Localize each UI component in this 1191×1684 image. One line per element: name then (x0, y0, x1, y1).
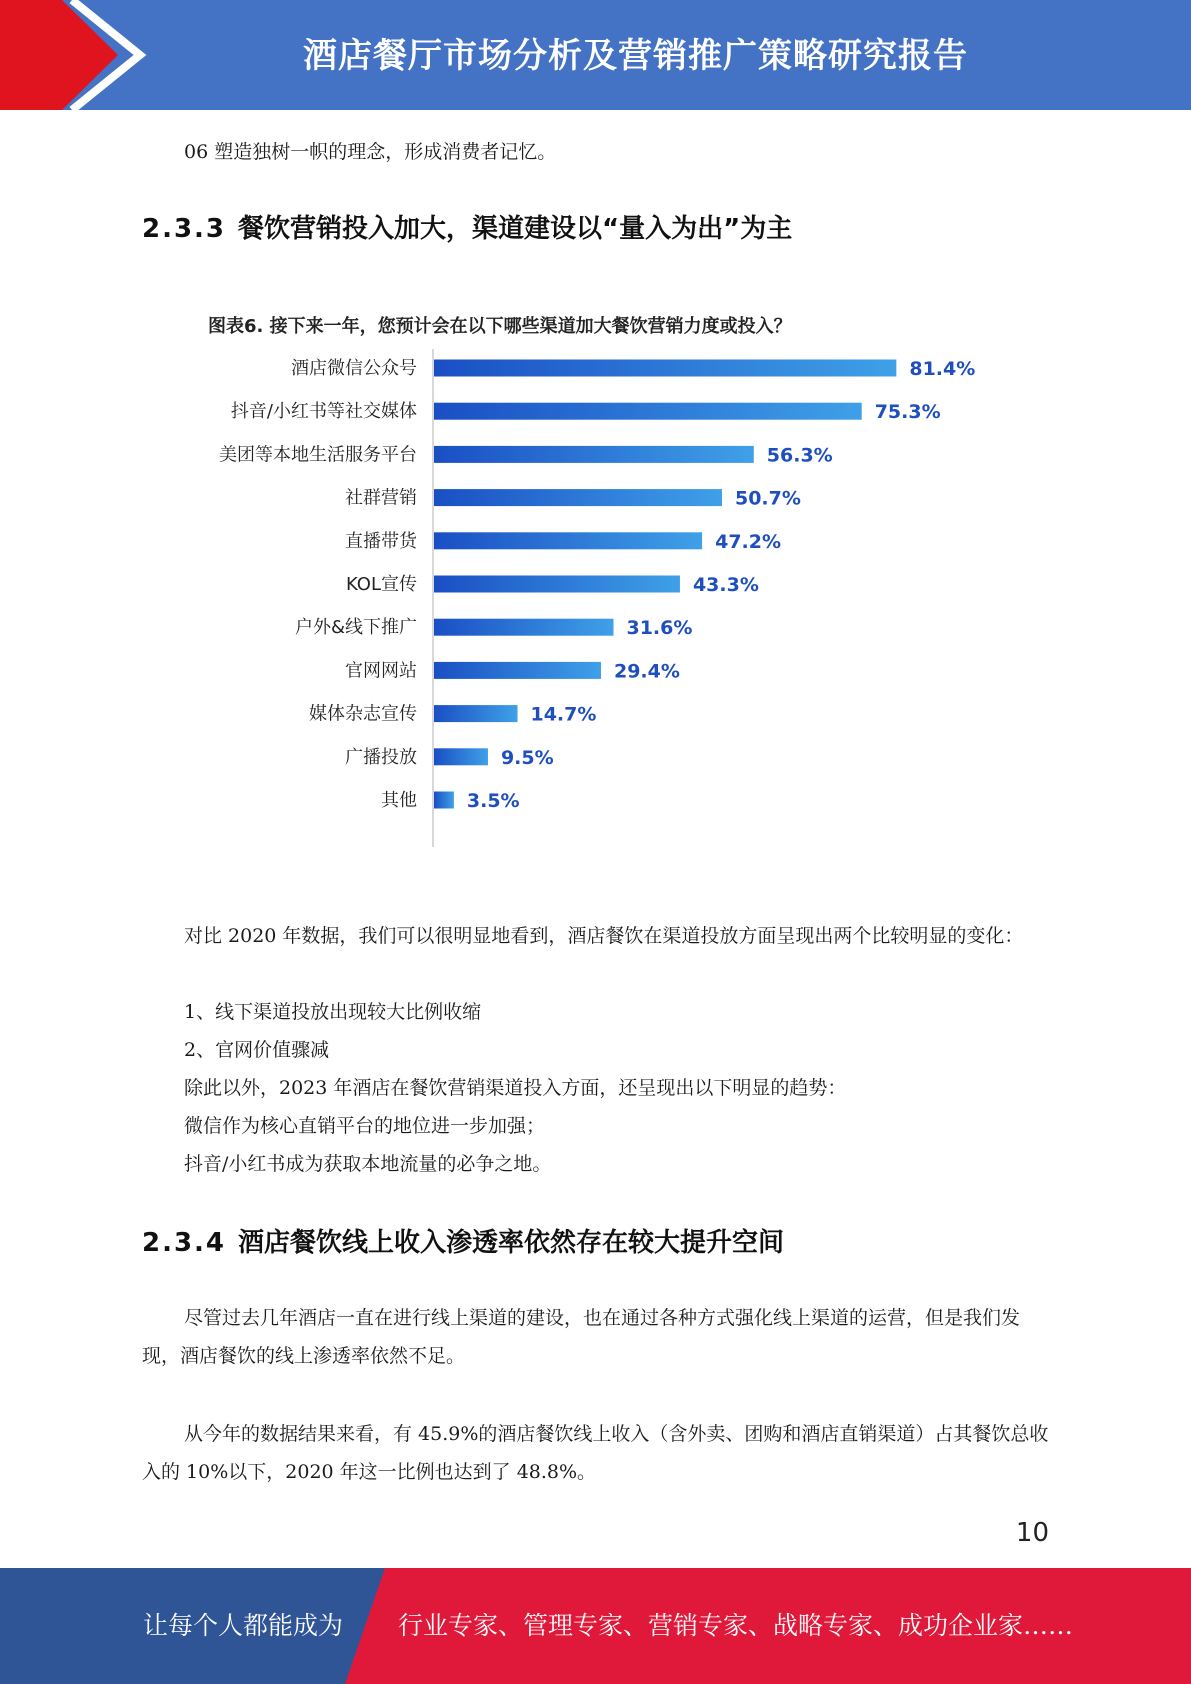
bar (434, 662, 601, 679)
data-result-paragraph: 从今年的数据结果来看，有 45.9%的酒店餐饮线上收入（含外卖、团购和酒店直销渠道）占其餐饮总收入的 10%以下，2020 年这一比例也达到了 48.8%。 (142, 1423, 1049, 1483)
bar (434, 619, 613, 636)
value-label: 31.6% (626, 617, 693, 640)
bar (434, 489, 722, 506)
section-heading-2-3-3 (142, 208, 792, 245)
value-label: 81.4% (909, 358, 976, 380)
page-footer (0, 1568, 1191, 1684)
value-label: 43.3% (692, 574, 759, 596)
bar (434, 576, 680, 593)
footer-slogan-right: 行业专家、管理专家、营销专家、战略专家、成功企业家…… (398, 1611, 1074, 1640)
category-label: 其他 (381, 790, 417, 811)
chart-plot (180, 292, 1100, 852)
category-label: 社群营销 (345, 487, 417, 509)
footer-slogan-left: 让每个人都能成为 (143, 1611, 344, 1640)
category-label: 直播带货 (345, 530, 417, 552)
bar (434, 360, 896, 377)
category-label: 抖音/小红书等社交媒体 (230, 401, 417, 423)
section-title: 酒店餐饮线上收入渗透率依然存在较大提升空间 (238, 1228, 785, 1258)
value-label: 75.3% (874, 401, 941, 424)
category-label: 媒体杂志宣传 (309, 703, 417, 725)
penetration-paragraph: 尽管过去几年酒店一直在进行线上渠道的建设，也在通过各种方式强化线上渠道的运营，但是我们发现，酒店餐饮的线上渗透率依然不足。 (142, 1307, 1021, 1367)
bar (434, 705, 517, 722)
intro-line: 06 塑造独树一帜的理念，形成消费者记忆。 (184, 141, 557, 163)
value-label: 9.5% (500, 746, 554, 769)
bar (434, 532, 702, 549)
list-item-1: 1、线下渠道投放出现较大比例收缩 (184, 1001, 482, 1023)
trend-1: 微信作为核心直销平台的地位进一步加强； (184, 1115, 546, 1137)
list-item-2: 2、官网价值骤减 (184, 1039, 330, 1061)
bar-chart (180, 292, 1100, 852)
section-number: 2.3.4 (142, 1228, 227, 1258)
chart-title: 图表6. 接下来一年，您预计会在以下哪些渠道加大餐饮营销力度或投入？ (208, 316, 792, 337)
value-label: 56.3% (766, 444, 833, 467)
bar (434, 446, 754, 463)
category-label: 广播投放 (345, 746, 417, 768)
category-label: 官网网站 (345, 660, 417, 682)
section-heading-2-3-4 (142, 1222, 784, 1259)
category-label: 美团等本地生活服务平台 (219, 444, 417, 466)
value-label: 50.7% (734, 487, 801, 510)
value-label: 47.2% (715, 530, 782, 553)
category-label: KOL宣传 (345, 574, 417, 595)
category-label: 酒店微信公众号 (291, 358, 417, 379)
page-header (0, 0, 1191, 110)
report-title: 酒店餐厅市场分析及营销推广策略研究报告 (303, 36, 968, 76)
header-arrow-graphic (0, 0, 160, 110)
value-label: 3.5% (466, 790, 520, 812)
bar (434, 748, 488, 765)
page-number: 10 (1015, 1518, 1049, 1548)
bar (434, 403, 862, 420)
value-label: 29.4% (613, 660, 680, 683)
besides-paragraph: 除此以外，2023 年酒店在餐饮营销渠道投入方面，还呈现出以下明显的趋势： (184, 1077, 847, 1099)
compare-paragraph: 对比 2020 年数据，我们可以很明显地看到，酒店餐饮在渠道投放方面呈现出两个比较明显的变化： (184, 925, 1024, 947)
value-label: 14.7% (530, 703, 597, 726)
section-number: 2.3.3 (142, 214, 227, 244)
bar (434, 792, 454, 809)
trend-2: 抖音/小红书成为获取本地流量的必争之地。 (184, 1153, 552, 1175)
section-title: 餐饮营销投入加大，渠道建设以“量入为出”为主 (238, 214, 793, 244)
category-label: 户外&线下推广 (294, 617, 417, 639)
